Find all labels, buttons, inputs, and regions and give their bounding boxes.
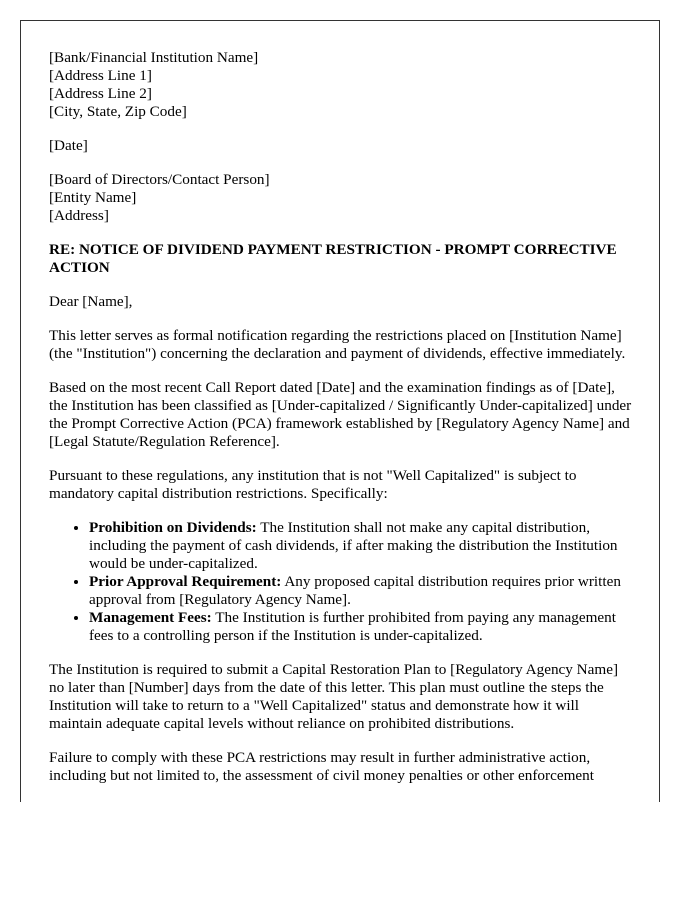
- letter-page: [20, 20, 660, 802]
- classification-paragraph: Based on the most recent Call Report dated [Date] and the examination findings as of [Date], the Institution has been classified as [Under-capitalized / Significantly Under-capitalized] under the Prompt Corrective Action (PCA) framework established by [Regulatory Agency Name] and [Legal Statute/Regulation Reference].: [49, 379, 632, 450]
- restriction-text: The Institution is further prohibited from paying any management fees to a controlling person if the Institution is under-capitalized.: [89, 609, 616, 644]
- restrictions-list: [49, 519, 634, 645]
- intro-paragraph: This letter serves as formal notification regarding the restrictions placed on [Institution Name] (the "Institution") concerning the declaration and payment of dividends, effective immediately.: [49, 327, 626, 362]
- salutation: Dear [Name],: [49, 293, 133, 310]
- restriction-text: The Institution shall not make any capital distribution, including the payment of cash dividends, if after making the distribution the Institution would be under-capitalized.: [89, 519, 618, 572]
- sender-city-state-zip: [City, State, Zip Code]: [49, 103, 187, 120]
- recipient-address-line: [Address]: [49, 207, 109, 224]
- restoration-plan-paragraph: The Institution is required to submit a Capital Restoration Plan to [Regulatory Agency Name] no later than [Number] days from the date of this letter. This plan must outline the steps the Institution will take to return to a "Well Capitalized" status and demonstrate how it will maintain adequate capital levels without reliance on prohibited distributions.: [49, 661, 618, 732]
- restriction-item-prior-approval: [89, 573, 634, 609]
- restriction-item-dividends: [89, 519, 634, 573]
- restriction-title: Prohibition on Dividends:: [89, 519, 257, 536]
- sender-address-line-2: [Address Line 2]: [49, 85, 152, 102]
- date-text: [Date]: [49, 137, 88, 154]
- pursuant-paragraph: Pursuant to these regulations, any institution that is not "Well Capitalized" is subject to mandatory capital distribution restrictions. Specifically:: [49, 467, 577, 502]
- restriction-title: Prior Approval Requirement:: [89, 573, 282, 590]
- sender-name: [Bank/Financial Institution Name]: [49, 49, 259, 66]
- recipient-address: [49, 171, 634, 225]
- subject-line: RE: NOTICE OF DIVIDEND PAYMENT RESTRICTION - PROMPT CORRECTIVE ACTION: [49, 241, 617, 276]
- sender-address-line-1: [Address Line 1]: [49, 67, 152, 84]
- letter-date: [49, 137, 634, 155]
- failure-paragraph: Failure to comply with these PCA restrictions may result in further administrative action, including but not limited to, the assessment of civil money penalties or other enforcement: [49, 749, 594, 784]
- letter-body: [49, 49, 634, 801]
- restriction-text: Any proposed capital distribution requires prior written approval from [Regulatory Agency Name].: [89, 573, 621, 608]
- recipient-entity: [Entity Name]: [49, 189, 137, 206]
- restriction-title: Management Fees:: [89, 609, 212, 626]
- recipient-contact: [Board of Directors/Contact Person]: [49, 171, 270, 188]
- restriction-item-management-fees: [89, 609, 634, 645]
- sender-address: [49, 49, 634, 121]
